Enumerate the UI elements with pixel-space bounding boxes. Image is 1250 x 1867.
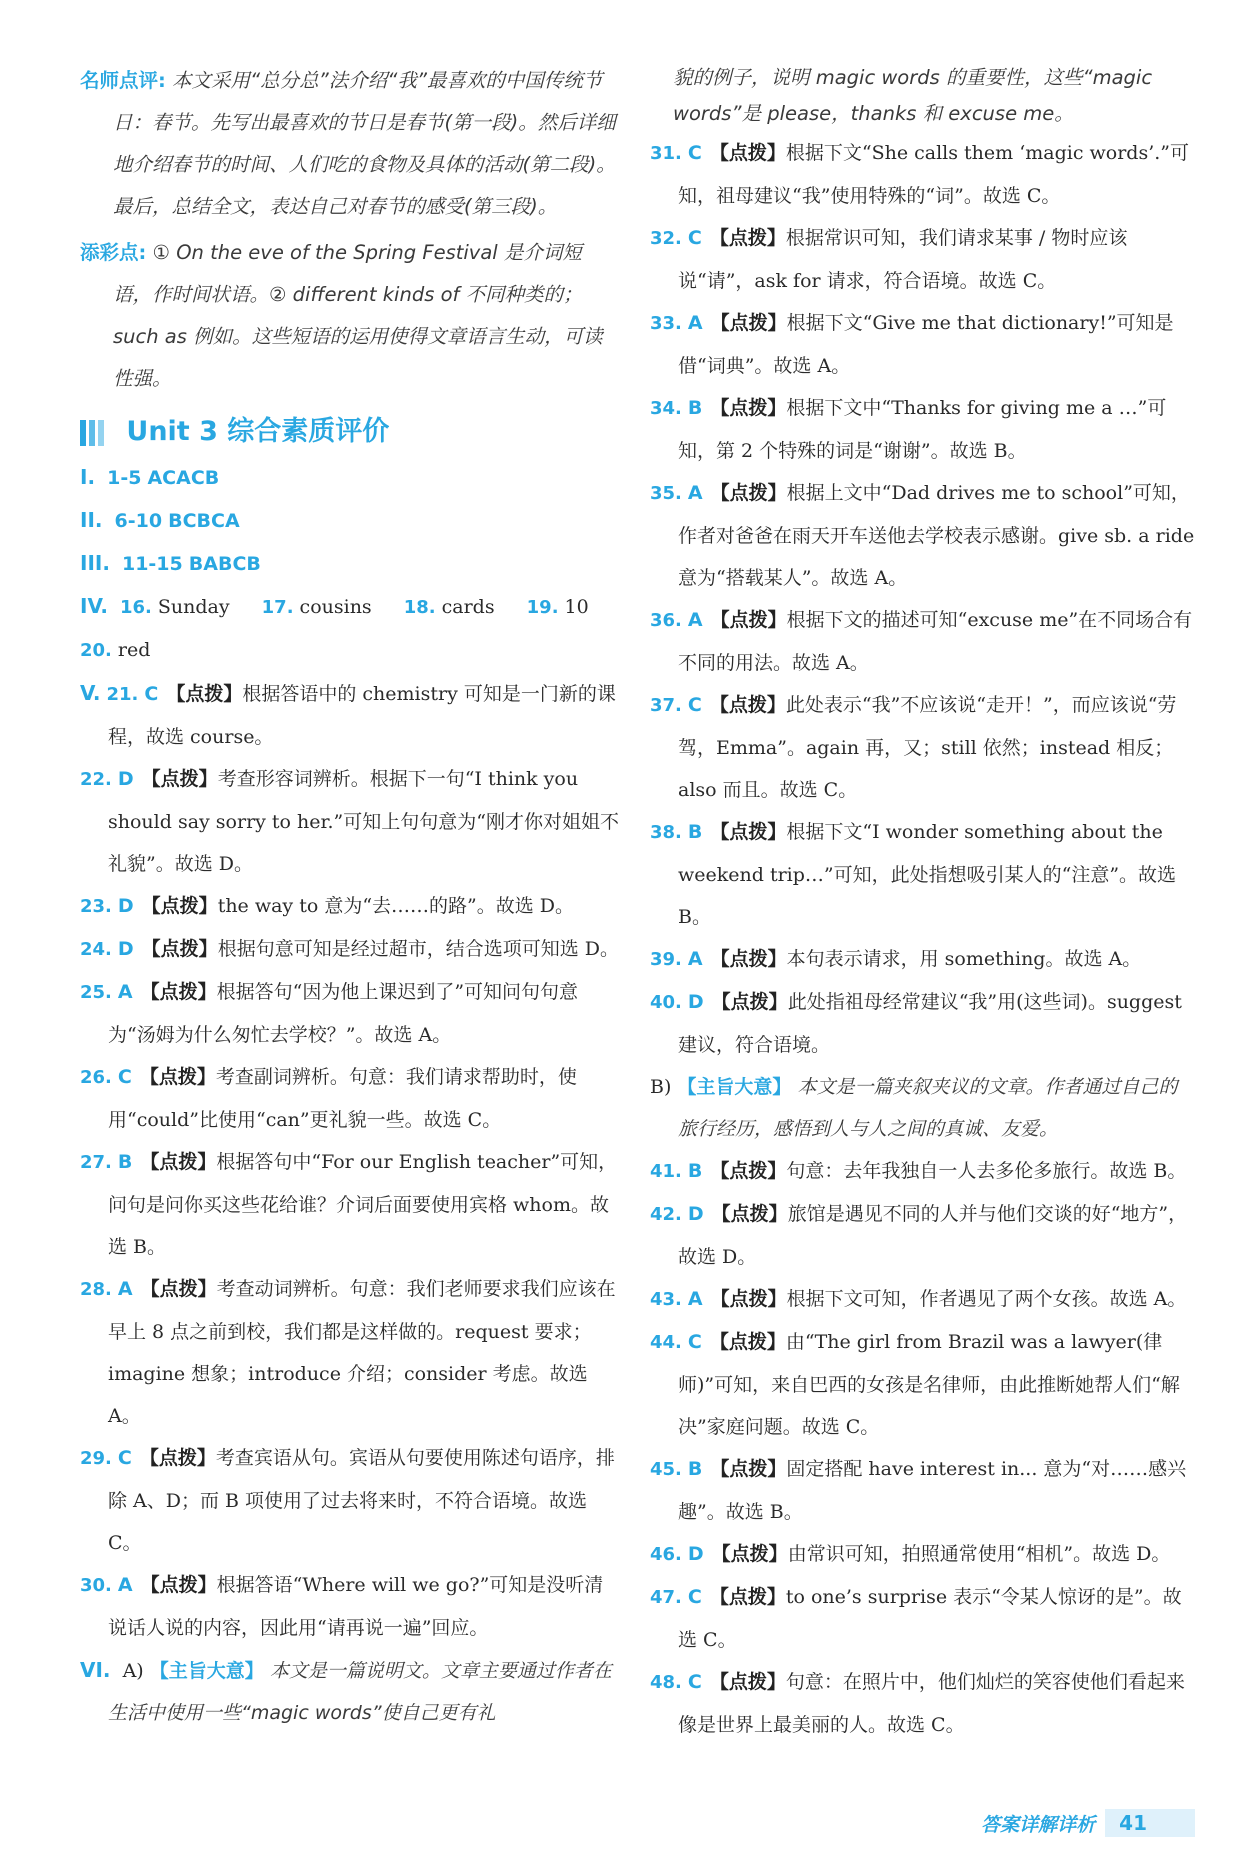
item-text: 考查动词辨析。句意：我们老师要求我们应该在早上 8 点之前到校，我们都是这样做的。request 要求；imagine 想象；introduce 介绍；consider 考虑。故选 A。	[108, 1278, 616, 1427]
item-tag: 【点拨】	[139, 1066, 216, 1088]
item-text: 根据上文中“Dad drives me to school”可知，作者对爸爸在雨天开车送他去学校表示感谢。give sb. a ride 意为“搭载某人”。故选 A。	[678, 482, 1195, 589]
item-answer: C	[144, 683, 159, 705]
answer-item	[650, 472, 1195, 599]
answer-item	[650, 684, 1195, 811]
item-tag: 【点拨】	[711, 1203, 788, 1225]
answer-item	[80, 971, 620, 1056]
answer-item	[650, 1576, 1195, 1661]
section-2	[80, 499, 620, 542]
item-text: 考查形容词辨析。根据下一句“I think you should say sorry to her.”可知上句句意为“刚才你对姐姐不礼貌”。故选 D。	[108, 768, 619, 875]
answer-item	[650, 1533, 1195, 1576]
teacher-comment-text: 本文采用“总分总”法介绍“我”最喜欢的中国传统节日：春节。先写出最喜欢的节日是春节(第一段)。然后详细地介绍春节的时间、人们吃的食物及具体的活动(第二段)。最后，总结全文，表达自己对春节的感受(第三段)。	[113, 69, 616, 218]
item-number: 47.	[650, 1587, 682, 1608]
item-answer: C	[687, 1331, 702, 1353]
highlight-text: ① On the eve of the Spring Festival 是介词短语，作时间状语。② different kinds of 不同种类的；such as 例如。这些短语的运用使得文章语言生动，可读性强。	[113, 241, 603, 390]
item-tag: 【点拨】	[710, 397, 787, 419]
item-text: 根据常识可知，我们请求某事 / 物时应该说“请”，ask for 请求，符合语境。故选 C。	[678, 227, 1128, 292]
item-tag: 【点拨】	[710, 482, 787, 504]
fill-answer: 20. red	[80, 639, 151, 661]
answer-item	[650, 1321, 1195, 1448]
teacher-comment	[80, 60, 620, 228]
section-2-range: 6-10	[114, 510, 163, 532]
answer-item	[650, 132, 1195, 217]
item-answer: A	[687, 312, 703, 334]
item-text: 考查宾语从句。宾语从句要使用陈述句语序，排除 A、D；而 B 项使用了过去将来时，不符合语境。故选 C。	[108, 1447, 615, 1554]
item-number: 36.	[650, 610, 682, 631]
item-answer: B	[117, 1151, 133, 1173]
item-text: 本句表示请求，用 something。故选 A。	[786, 948, 1142, 970]
item-text: 根据下文“Give me that dictionary!”可知是借“词典”。故选 A。	[678, 312, 1174, 377]
item-tag: 【点拨】	[710, 1160, 787, 1182]
item-text: 根据答语“Where will we go?”可知是没听清说话人说的内容，因此用“请再说一遍”回应。	[108, 1574, 604, 1639]
page-number: 41	[1105, 1809, 1195, 1837]
item-text: 根据下文“I wonder something about the weekend trip…”可知，此处指想吸引某人的“注意”。故选 B。	[678, 821, 1177, 928]
item-answer: D	[117, 938, 134, 960]
item-text: 此处表示“我”不应该说“走开！”，而应该说“劳驾，Emma”。again 再，又；still 依然；instead 相反；also 而且。故选 C。	[678, 694, 1177, 801]
item-answer: B	[687, 1160, 703, 1182]
section-6-header: VI. A) 【主旨大意】 本文是一篇说明文。文章主要通过作者在生活中使用一些“magic words”使自己更有礼	[80, 1658, 612, 1724]
section-4	[80, 585, 620, 629]
item-answer: C	[117, 1447, 132, 1469]
fill-answer: 19. 10	[526, 596, 589, 618]
item-number: 22.	[80, 769, 112, 790]
item-tag: 【点拨】	[140, 1278, 217, 1300]
item-tag: 【点拨】	[709, 1671, 786, 1693]
item-number: 35.	[650, 483, 682, 504]
highlight-note	[80, 232, 620, 400]
item-text: 此处指祖母经常建议“我”用(这些词)。suggest 建议，符合语境。	[678, 991, 1182, 1056]
item-number: 34.	[650, 398, 682, 419]
item-tag: 【点拨】	[140, 1151, 217, 1173]
item-text: 句意：去年我独自一人去多伦多旅行。故选 B。	[786, 1160, 1187, 1182]
item-tag: 【点拨】	[141, 938, 218, 960]
answer-item	[80, 1056, 620, 1141]
footer-label: 答案详解详析	[981, 1813, 1096, 1836]
section-b-header: B) 【主旨大意】 本文是一篇夹叙夹议的文章。作者通过自己的旅行经历，感悟到人与人之间的真诚、友爱。	[650, 1076, 1178, 1140]
item-text: 根据句意可知是经过超市，结合选项可知选 D。	[217, 938, 619, 960]
item-answer: A	[117, 1278, 133, 1300]
section-4-roman: IV.	[80, 594, 108, 618]
answer-item	[80, 672, 620, 758]
answer-item	[80, 1268, 620, 1437]
unit-title	[80, 410, 620, 454]
item-answer: D	[687, 991, 704, 1013]
item-answer: A	[687, 482, 703, 504]
answer-list-b	[650, 1150, 1195, 1746]
fill-answer: 17. cousins	[261, 596, 372, 618]
answer-item	[80, 885, 620, 928]
item-tag: 【点拨】	[710, 1458, 787, 1480]
item-number: 25.	[80, 982, 112, 1003]
item-text: 根据下文中“Thanks for giving me a …”可知，第 2 个特殊的词是“谢谢”。故选 B。	[678, 397, 1167, 462]
item-text: 由常识可知，拍照通常使用“相机”。故选 D。	[787, 1543, 1171, 1565]
item-tag: 【点拨】	[709, 227, 786, 249]
item-text: to one’s surprise 表示“令某人惊讶的是”。故选 C。	[678, 1586, 1182, 1651]
answer-item	[650, 1150, 1195, 1193]
answer-item	[650, 1661, 1195, 1746]
item-tag: 【点拨】	[139, 1447, 216, 1469]
item-number: 45.	[650, 1459, 682, 1480]
item-tag: 【点拨】	[709, 142, 786, 164]
answer-item	[80, 1437, 620, 1564]
answer-item	[650, 302, 1195, 387]
section-3	[80, 542, 620, 585]
answer-item	[650, 1278, 1195, 1321]
answer-item	[80, 928, 620, 971]
section-roman: V.	[80, 681, 101, 705]
item-number: 44.	[650, 1332, 682, 1353]
answer-item	[650, 217, 1195, 302]
item-number: 40.	[650, 992, 682, 1013]
section-2-roman: II.	[80, 508, 103, 532]
item-number: 32.	[650, 228, 682, 249]
section-3-answers: BABCB	[188, 553, 261, 575]
section-3-roman: III.	[80, 551, 110, 575]
right-column	[650, 60, 1195, 1746]
item-answer: C	[687, 227, 702, 249]
item-answer: A	[117, 1574, 133, 1596]
item-tag: 【点拨】	[166, 683, 243, 705]
section-1-range: 1-5	[107, 467, 142, 489]
item-answer: D	[117, 895, 134, 917]
fill-answer: 18. cards	[403, 596, 495, 618]
item-tag: 【点拨】	[711, 1543, 788, 1565]
item-answer: C	[687, 142, 702, 164]
item-answer: C	[687, 1586, 702, 1608]
left-column	[80, 60, 620, 1734]
highlight-label: 添彩点:	[80, 241, 147, 264]
item-tag: 【点拨】	[709, 1586, 786, 1608]
page-footer	[981, 1808, 1195, 1838]
item-number: 28.	[80, 1279, 112, 1300]
item-tag: 【点拨】	[709, 1331, 786, 1353]
item-text: 由“The girl from Brazil was a lawyer(律师)”可知，来自巴西的女孩是名律师，由此推断她帮人们“解决”家庭问题。故选 C。	[678, 1331, 1180, 1438]
answer-item	[650, 387, 1195, 472]
item-tag: 【点拨】	[140, 981, 217, 1003]
item-number: 42.	[650, 1204, 682, 1225]
item-tag: 【点拨】	[141, 895, 218, 917]
section-5-list	[80, 672, 620, 1649]
section-1-roman: I.	[80, 465, 96, 489]
item-number: 38.	[650, 822, 682, 843]
item-answer: D	[117, 768, 134, 790]
item-number: 23.	[80, 896, 112, 917]
section-1-answers: ACACB	[147, 467, 220, 489]
answer-item	[650, 981, 1195, 1066]
answer-item	[650, 599, 1195, 684]
item-answer: B	[687, 1458, 703, 1480]
item-answer: C	[687, 1671, 702, 1693]
item-answer: C	[687, 694, 702, 716]
item-text: 根据答语中的 chemistry 可知是一门新的课程，故选 course。	[108, 683, 616, 748]
item-number: 43.	[650, 1289, 682, 1310]
item-text: 根据下文“She calls them ‘magic words’.”可知，祖母建议“我”使用特殊的“词”。故选 C。	[678, 142, 1189, 207]
item-text: 固定搭配 have interest in... 意为“对……感兴趣”。故选 B。	[678, 1458, 1187, 1523]
answer-item	[650, 1193, 1195, 1278]
answer-item	[650, 811, 1195, 938]
item-answer: B	[687, 821, 703, 843]
item-tag: 【点拨】	[710, 609, 787, 631]
item-text: 根据下文可知，作者遇见了两个女孩。故选 A。	[786, 1288, 1187, 1310]
teacher-comment-label: 名师点评:	[80, 69, 166, 92]
section-1	[80, 456, 620, 499]
item-number: 37.	[650, 695, 682, 716]
unit-title-text: Unit 3 综合素质评价	[126, 416, 390, 447]
item-text: 考查副词辨析。句意：我们请求帮助时，使用“could”比使用“can”更礼貌一些。故选 C。	[108, 1066, 577, 1131]
item-answer: A	[687, 1288, 703, 1310]
item-number: 27.	[80, 1152, 112, 1173]
fill-answer: 16. Sunday	[120, 596, 230, 618]
item-number: 46.	[650, 1544, 682, 1565]
passage-summary-cont: 貌的例子，说明 magic words 的重要性，这些“magic words”是 please，thanks 和 excuse me。	[673, 66, 1153, 125]
item-tag: 【点拨】	[710, 312, 787, 334]
item-number: 24.	[80, 939, 112, 960]
item-answer: A	[687, 948, 703, 970]
item-answer: D	[687, 1543, 704, 1565]
answer-item	[650, 1448, 1195, 1533]
item-number: 39.	[650, 949, 682, 970]
item-text: the way to 意为“去……的路”。故选 D。	[217, 895, 575, 917]
item-tag: 【点拨】	[141, 768, 218, 790]
item-number: 48.	[650, 1672, 682, 1693]
item-tag: 【点拨】	[140, 1574, 217, 1596]
item-tag: 【点拨】	[710, 948, 787, 970]
answer-item	[80, 1141, 620, 1268]
item-answer: A	[687, 609, 703, 631]
item-answer: A	[117, 981, 133, 1003]
section-4-cont	[80, 629, 620, 672]
item-number: 21.	[106, 684, 139, 705]
item-number: 30.	[80, 1575, 112, 1596]
item-text: 旅馆是遇见不同的人并与他们交谈的好“地方”，故选 D。	[678, 1203, 1188, 1268]
item-text: 根据答句中“For our English teacher”可知，问句是问你买这些花给谁？介词后面要使用宾格 whom。故选 B。	[108, 1151, 618, 1258]
item-number: 41.	[650, 1161, 682, 1182]
answer-item	[80, 1564, 620, 1649]
item-answer: C	[117, 1066, 132, 1088]
item-number: 26.	[80, 1067, 112, 1088]
answer-item	[650, 938, 1195, 981]
item-text: 句意：在照片中，他们灿烂的笑容使他们看起来像是世界上最美丽的人。故选 C。	[678, 1671, 1185, 1736]
item-tag: 【点拨】	[710, 821, 787, 843]
answer-item	[80, 758, 620, 885]
item-answer: D	[687, 1203, 704, 1225]
item-text: 根据下文的描述可知“excuse me”在不同场合有不同的用法。故选 A。	[678, 609, 1193, 674]
section-2-answers: BCBCA	[168, 510, 240, 532]
item-tag: 【点拨】	[711, 991, 788, 1013]
item-number: 31.	[650, 143, 682, 164]
item-tag: 【点拨】	[709, 694, 786, 716]
section-3-range: 11-15	[121, 553, 183, 575]
answer-list-a	[650, 132, 1195, 1066]
item-number: 33.	[650, 313, 682, 334]
item-number: 29.	[80, 1448, 112, 1469]
title-bars-icon	[80, 411, 107, 455]
item-tag: 【点拨】	[710, 1288, 787, 1310]
item-text: 根据答句“因为他上课迟到了”可知问句句意为“汤姆为什么匆忙去学校？”。故选 A。	[108, 981, 579, 1046]
item-answer: B	[687, 397, 703, 419]
